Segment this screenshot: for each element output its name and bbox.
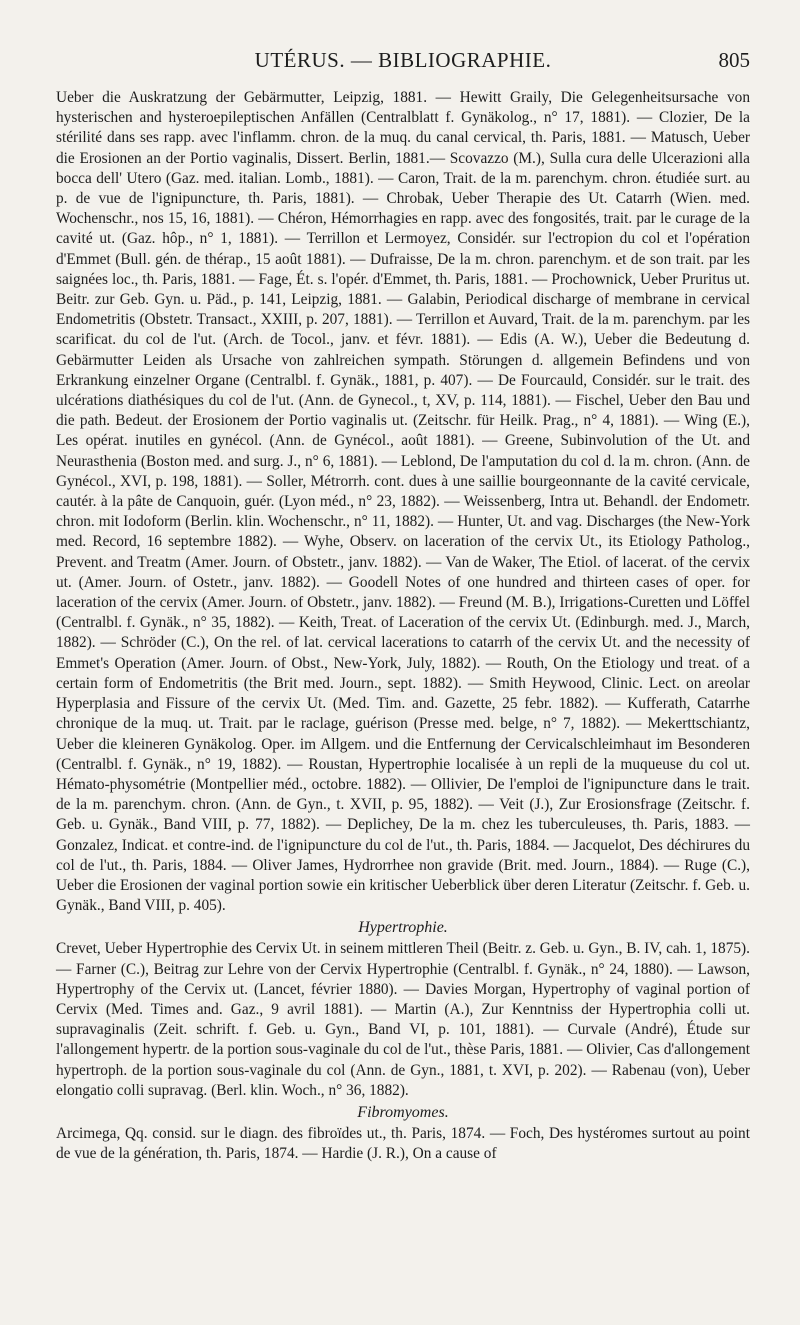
bibliography-paragraph-hypertrophie: Crevet, Ueber Hypertrophie des Cervix Ut. in seinem mittleren Theil (Beitr. z. Geb. u. Gyn., B. IV, cah. 1, 1875). — Farner (C.), Beitrag zur Lehre von der Cervix Hypertrophie (Centralbl. f. Gynäk., n° 24, 1880). — Lawson, Hypertrophy of the Cervix ut. (Lancet, février 1880). — Davies Morgan, Hypertrophy of vaginal portion of Cervix (Med. Times and. Gaz., 9 avril 1881). — Martin (A.), Zur Kenntniss der Hypertrophia colli ut. supravaginalis (Zeit. schrift. f. Geb. u. Gyn., Band VI, p. 101, 1881). — Curvale (André), Étude sur l'allongement hypertr. de la portion sous-vaginale du col de l'ut., thèse Paris, 1881. — Olivier, Cas d'allongement hypertroph. de la portion sous-vaginale du col (Ann. de Gyn., 1881, t. XVI, p. 202). — Rabenau (von), Ueber elongatio colli supravag. (Berl. klin. Woch., n° 36, 1882).	[56, 940, 751, 1099]
bibliography-body	[56, 88, 750, 1164]
page-header	[56, 48, 750, 88]
section-title-hypertrophie: Hypertrophie.	[358, 919, 448, 937]
section-title-fibromyomes: Fibromyomes.	[357, 1103, 449, 1121]
page-number: 805	[718, 48, 750, 72]
running-title: UTÉRUS. — BIBLIOGRAPHIE.	[254, 48, 552, 72]
bibliography-paragraph-continued: Ueber die Auskratzung der Gebärmutter, Leipzig, 1881. — Hewitt Graily, Die Gelegenheitsursache von hysterischen and hysteroepileptischen Anfällen (Centralblatt f. Gynäkolog., n° 17, 1881). — Clozier, De la stérilité dans ses rapp. avec l'inflamm. chron. de la muq. du canal cervical, th. Paris, 1881. — Matusch, Ueber die Erosionen an der Portio vaginalis, Dissert. Berlin, 1881.— Scovazzo (M.), Sulla cura delle Ulcerazioni alla bocca dell' Utero (Gaz. med. italian. Lomb., 1881). — Caron, Trait. de la m. parenchym. chron. étudiée surt. au p. de vue de l'ignipuncture, th. Paris, 1881). — Chrobak, Ueber Therapie des Ut. Catarrh (Wien. med. Wochenschr., nos 15, 16, 1881). — Chéron, Hémorrhagies en rapp. avec des fongosités, trait. par le curage de la cavité ut. (Gaz. hôp., n° 1, 1881). — Terrillon et Lermoyez, Considér. sur l'ectropion du col et l'opération d'Emmet (Bull. gén. de thérap., 15 août 1881). — Dufraisse, De la m. chron. parenchym. et de son trait. par les saignées loc., th. Paris, 1881. — Fage, Ét. s. l'opér. d'Emmet, th. Paris, 1881. — Prochownick, Ueber Pruritus ut. Beitr. zur Geb. Gyn. u. Päd., p. 141, Leipzig, 1881. — Galabin, Periodical discharge of membrane in cervical Endometritis (Obstetr. Transact., XXIII, p. 207, 1881). — Terrillon et Auvard, Trait. de la m. parenchym. par les scarificat. du col de l'ut. (Arch. de Tocol., janv. et févr. 1881). — Edis (A. W.), Ueber die Bedeutung d. Gebärmutter Leiden als Ursache von zahlreichen sympath. Störungen d. allgemein Befindens und von Erkrankung einzelner Organe (Centralbl. f. Gynäk., 1881, p. 407). — De Fourcauld, Considér. sur le trait. des ulcérations diathésiques du col de l'ut. (Ann. de Gynecol., t, XV, p. 114, 1881). — Fischel, Ueber den Bau und die path. Bedeut. der Erosionem der Portio vaginalis ut. (Zeitschr. für Heilk. Prag., n° 4, 1881). — Wing (E.), Les opérat. inutiles en gynécol. (Ann. de Gynécol., août 1881). — Greene, Subinvolution of the Ut. and Neurasthenia (Boston med. and surg. J., n° 6, 1881). — Leblond, De l'amputation du col d. la m. chron. (Ann. de Gynécol., XVI, p. 198, 1881). — Soller, Métrorrh. cont. dues à une saillie bourgeonnante de la cavité cervicale, cautér. à la pâte de Canquoin, guér. (Lyon méd., n° 23, 1882). — Weissenberg, Intra ut. Behandl. der Endometr. chron. mit Iodoform (Berlin. klin. Wochenschr., n° 11, 1882). — Hunter, Ut. and vag. Discharges (the New-York med. Record, 16 septembre 1882). — Wyhe, Observ. on laceration of the cervix Ut., its Etiology Patholog., Prevent. and Treatm (Amer. Journ. of Obstetr., janv. 1882). — Van de Waker, The Etiol. of lacerat. of the cervix ut. (Amer. Journ. of Ostetr., janv. 1882). — Goodell Notes of one hundred and thirteen cases of oper. for laceration of the cervix (Amer. Journ. of Obstetr., janv. 1882). — Freund (M. B.), Irrigations-Curetten und Löffel (Centralbl. f. Gynäk., n° 35, 1882). — Keith, Treat. of Laceration of the cervix Ut. (Edinburgh. med. J., March, 1882). — Schröder (C.), On the rel. of lat. cervical lacerations to catarrh of the cervix Ut. and the necessity of Emmet's Operation (Amer. Journ. of Obst., New-York, July, 1882). — Routh, On the Etiology und treat. of a certain form of Endometritis (the Brit med. Journ., sept. 1882). — Smith Heywood, Clinic. Lect. on areolar Hyperplasia and Fissure of the cervix Ut. (Med. Tim. and. Gazette, 25 febr. 1882). — Kufferath, Catarrhe chronique de la muq. ut. Trait. par le raclage, guérison (Presse med. belge, n° 7, 1882). — Mekerttschiantz, Ueber die kleineren Gynäkolog. Oper. im Allgem. und die Entfernung der Cervicalschleimhaut im Besonderen (Centralbl. f. Gynäk., n° 19, 1882). — Roustan, Hypertrophie localisée à un repli de la muqueuse du col ut. Hémato-physométrie (Montpellier méd., octobre. 1882). — Ollivier, De l'emploi de l'ignipuncture dans le trait. de la m. parenchym. chron. (Ann. de Gyn., t. XVII, p. 95, 1882). — Veit (J.), Zur Erosionsfrage (Zeitschr. f. Geb. u. Gynäk., Band VIII, p. 77, 1882). — Deplichey, De la m. chez les tuberculeuses, th. Paris, 1883. — Gonzalez, Indicat. et contre-ind. de l'ignipuncture du col de l'ut., th. Paris, 1884. — Jacquelot, Des déchirures du col de l'ut., th. Paris, 1884. — Oliver James, Hydrorrhee non gravide (Brit. med. Journ., 1884). — Ruge (C.), Ueber die Erosionen der vaginal portion sowie ein kritischer Ueberblick über deren Literatur (Zeitschr. f. Geb. u. Gynäk., Band VIII, p. 405).	[56, 89, 750, 915]
bibliography-paragraph-fibromyomes: Arcimega, Qq. consid. sur le diagn. des fibroïdes ut., th. Paris, 1874. — Foch, Des hystéromes surtout au point de vue de la génération, th. Paris, 1874. — Hardie (J. R.), On a cause of	[56, 1124, 750, 1163]
